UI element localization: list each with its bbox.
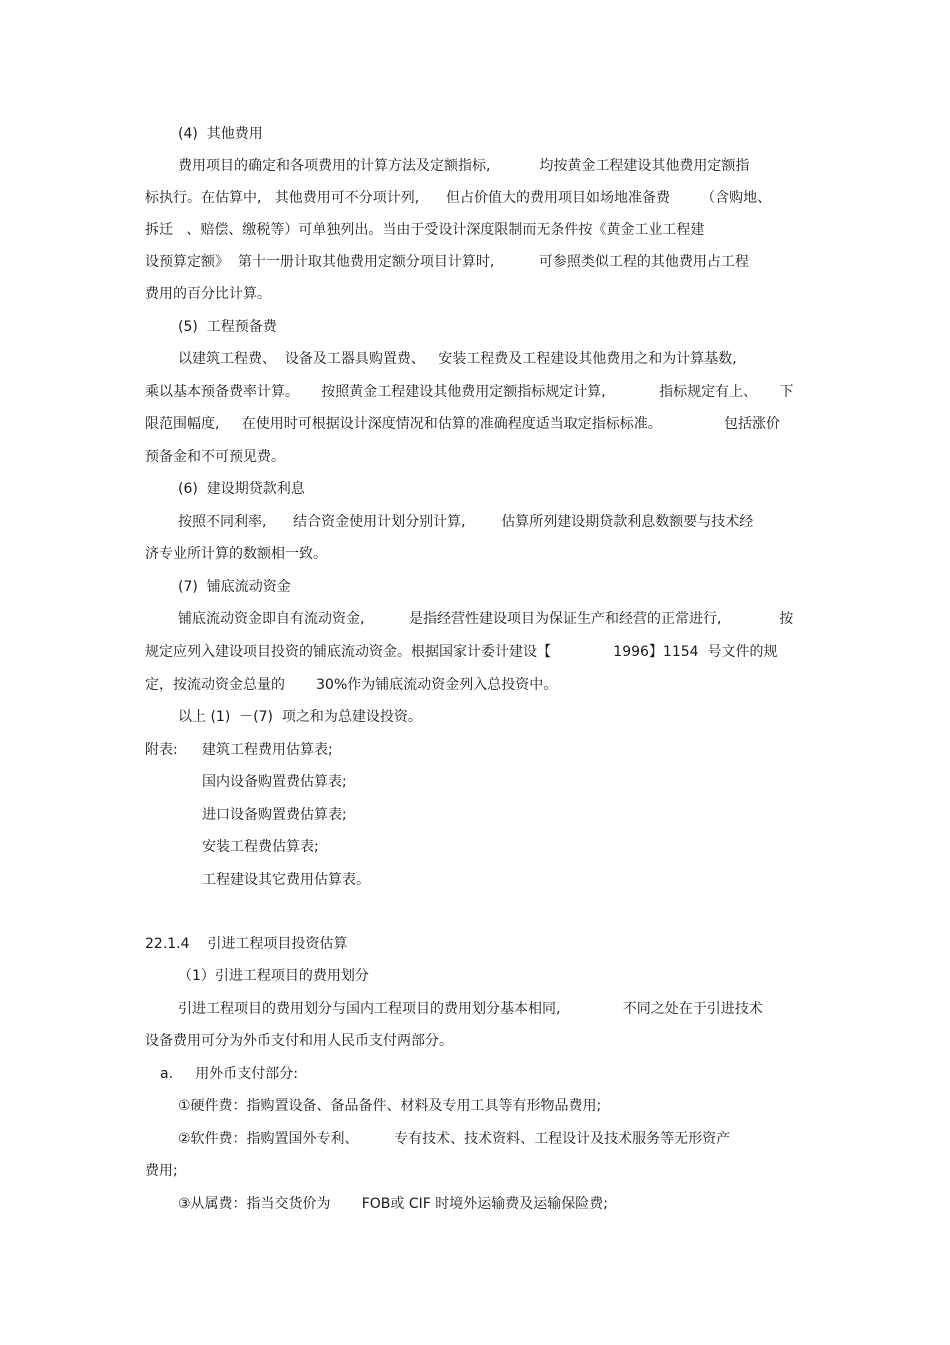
paragraph-line: 设备费用可分为外币支付和用人民币支付两部分。 bbox=[145, 1033, 453, 1049]
heading-reserve-fees: (5) 工程预备费 bbox=[178, 319, 277, 335]
section-heading: 22.1.4 引进工程项目投资估算 bbox=[145, 936, 348, 952]
paragraph-line: 济专业所计算的数额相一致。 bbox=[145, 546, 327, 562]
list-item: ②软件费：指购置国外专利、 专有技术、技术资料、工程设计及技术服务等无形资产 bbox=[178, 1131, 731, 1147]
paragraph-line: 费用项目的确定和各项费用的计算方法及定额指标, 均按黄金工程建设其他费用定额指 bbox=[178, 158, 750, 174]
appendix-item: 进口设备购置费估算表; bbox=[202, 807, 347, 823]
appendix-item: 国内设备购置费估算表; bbox=[202, 774, 347, 790]
appendix-item: 建筑工程费用估算表; bbox=[202, 742, 333, 758]
heading-other-fees: (4) 其他费用 bbox=[178, 126, 263, 142]
paragraph-line: 按照不同利率, 结合资金使用计划分别计算, 估算所列建设期贷款利息数额要与技术经 bbox=[178, 514, 754, 530]
list-item: ③从属费：指当交货价为 FOB或 CIF 时境外运输费及运输保险费; bbox=[178, 1196, 608, 1212]
paragraph-line: 引进工程项目的费用划分与国内工程项目的费用划分基本相同, 不同之处在于引进技术 bbox=[178, 1001, 763, 1017]
paragraph-line: 规定应列入建设项目投资的铺底流动资金。根据国家计委计建设【 1996】1154 号文件的规 bbox=[145, 644, 778, 660]
heading-loan-interest: (6) 建设期贷款利息 bbox=[178, 481, 305, 497]
appendix-item: 安装工程费估算表; bbox=[202, 839, 319, 855]
summary-line: 以上 (1) －(7) 项之和为总建设投资。 bbox=[178, 709, 422, 725]
subsection-heading: （1）引进工程项目的费用划分 bbox=[178, 968, 369, 984]
list-item-continuation: 费用; bbox=[145, 1163, 178, 1179]
paragraph-line: 铺底流动资金即自有流动资金, 是指经营性建设项目为保证生产和经营的正常进行, 按 bbox=[178, 611, 794, 627]
heading-working-capital: (7) 铺底流动资金 bbox=[178, 579, 291, 595]
appendix-item: 工程建设其它费用估算表。 bbox=[202, 872, 370, 888]
paragraph-line: 以建筑工程费、 设备及工器具购置费、 安装工程费及工程建设其他费用之和为计算基数, bbox=[178, 351, 737, 367]
paragraph-line: 限范围幅度, 在使用时可根据设计深度情况和估算的准确程度适当取定指标标准。 包括涨价 bbox=[145, 416, 781, 432]
list-heading: a. 用外币支付部分: bbox=[160, 1066, 298, 1082]
paragraph-line: 费用的百分比计算。 bbox=[145, 286, 271, 302]
paragraph-line: 拆迁 、赔偿、缴税等）可单独列出。当由于受设计深度限制而无条件按《黄金工业工程建 bbox=[145, 222, 705, 238]
appendix-label: 附表: bbox=[145, 742, 178, 758]
list-item: ①硬件费：指购置设备、备品备件、材料及专用工具等有形物品费用; bbox=[178, 1098, 602, 1114]
paragraph-line: 标执行。在估算中, 其他费用可不分项计列, 但占价值大的费用项目如场地准备费 （含购地、 bbox=[145, 190, 772, 206]
paragraph-line: 定，按流动资金总量的 30%作为铺底流动资金列入总投资中。 bbox=[145, 677, 558, 693]
paragraph-line: 乘以基本预备费率计算。 按照黄金工程建设其他费用定额指标规定计算, 指标规定有上、 下 bbox=[145, 384, 794, 400]
paragraph-line: 设预算定额》 第十一册计取其他费用定额分项目计算时, 可参照类似工程的其他费用占工程 bbox=[145, 254, 749, 270]
paragraph-line: 预备金和不可预见费。 bbox=[145, 449, 285, 465]
